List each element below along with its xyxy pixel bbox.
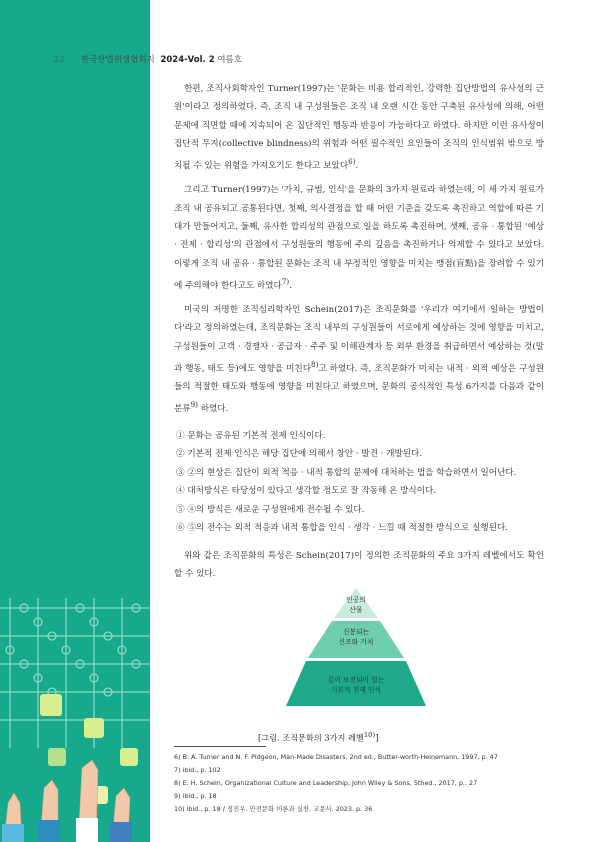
culture-levels-pyramid [286,588,426,706]
footnote-ref: 7) [281,276,290,286]
page-number: 22 [53,55,65,65]
list-item: ③ ②의 현상은 집단이 외적 적응 · 내적 통합의 문제에 대처하는 법을 학습하면서 일어난다. [176,467,517,478]
footnote-divider [174,746,266,747]
caption-text: [그림. 조직문화의 3가지 레벨 [258,732,364,743]
list-item: ④ 대처방식은 타당성이 있다고 생각할 정도로 잘 작동해 온 방식이다. [176,486,437,497]
label-line: 신조와 가치 [338,637,374,646]
label-line: 깊이 보전되어 있는 [327,676,385,684]
pyramid-label-mid [316,628,396,647]
footnotes [174,751,554,816]
puzzle-hands-illustration [0,598,150,842]
journal-season: 여름호 [217,55,242,65]
characteristics-list [174,427,544,537]
footnote-ref: 9) [190,400,198,410]
label-line: 신봉되는 [342,628,370,636]
footnote: 9) ibid., p. 18 [174,792,217,800]
footnote: 10) ibid., p. 18 / 정진우. 안전문화 이론과 실천. 교문사. 2023. p. 36 [174,805,373,813]
page-header [53,53,453,67]
paragraph: 그리고 Turner(1997)는 '가치, 규범, 인식'을 문화의 3가지 원료라 하였는데, 이 세 가지 원료가 조직 내 공유되고 공통된다면, 첫째, 의사결정을 할 때 어떤 기준을 갖도록 촉진하고 역할에 따른 기대가 만들어지고, 둘째, 유사한 합리성의 관점으로 일을 하도록 촉진하며, 셋째, 공유 · 통합된 '예상 · 전제 · 합리성'의 관점에서 구성원들의 행동에 주의 깊음을 촉진하거나 억제할 수 있다고 보았다. 이렇게 조직 내 공유 · 통합된 문화는 조직 내 부정적인 영향을 미치는 맹점(盲點)을 장려할 수 있기에 주의해야 한다고도 하였다$^{7)}$. [174,185,544,291]
figure-caption: [그림. 조직문화의 3가지 레벨$^{10)}$] [258,731,379,743]
footnote-ref: 6) [348,157,356,167]
paragraph-text: 하였다. [197,404,229,415]
list-item: ⑤ ④의 방식은 새로운 구성원에게 전수될 수 있다. [176,504,365,515]
paragraph-text: 한편, 조직사회학자인 Turner(1997)는 '문화는 비용 합리적인, 강력한 집단방법의 유사성의 근원'이라고 정의하였다. 즉, 조직 내 구성원들은 조직 내 오랜 시간 동안 구축된 유사성에 의해, 어떤 문제에 직면할 때에 지속되어 온 집단적인 행동과 반응이 가능하다고 하였다. 하지만 이런 유사성이 집단적 무지(collective blindness)의 위험과 어떤 필수적인 요인들이 조직의 인식범위 밖으로 방치될 수 있는 위험을 가져오기도 한다고 보았다 [174,84,544,172]
pyramid-label-bottom [306,676,406,695]
paragraph-text: 미국의 저명한 조직심리학자인 Schein(2017)은 조직문화를 '우리가 여기에서 일하는 방법이다'라고 정의하였는데, 조직문화는 조직 내부의 구성원들이 서로에게 예상하는 것에 영향을 미치고, 구성원들이 고객 · 경쟁자 · 공급자 · 주주 및 이해관계자 등 외부 환경을 취급하면서 예상하는 것(말과 행동, 태도 등)에도 영향을 미친다 [174,304,544,374]
label-line: 기본적 전제 인식 [330,685,382,694]
journal-volume: 2024-Vol. 2 [160,55,215,65]
paragraph [174,301,544,419]
list-item: ② 기본적 전제 인식은 해당 집단에 의해서 창안 · 발견 · 개발된다. [176,449,423,460]
footnote-ref: 8) [311,359,319,369]
pyramid-label-top [331,596,381,615]
footnote: 7) ibid., p. 102 [174,766,221,774]
paragraph: 한편, 조직사회학자인 Turner(1997)는 '문화는 비용 합리적인, 강력한 집단방법의 유사성의 근원'이라고 정의하였다. 즉, 조직 내 구성원들은 조직 내 오랜 시간 동안 구축된 유사성에 의해, 어떤 문제에 직면할 때에 지속되어 온 집단적인 행동과 반응이 가능하다고 하였다. 하지만 이런 유사성이 집단적 무지(collective blindness)의 위험과 어떤 필수적인 요인들이 조직의 인식범위 밖으로 방치될 수 있는 위험을 가져오기도 한다고 보았다$^{6)}$. [174,84,544,172]
list-item: ⑥ ⑤의 전수는 외적 적응과 내적 통합을 인식 · 생각 · 느낄 때 적절한 방식으로 실행된다. [176,522,509,533]
label-line: 산물 [349,605,363,614]
body-text [174,80,544,424]
footnote: 6) B. A. Turner and N. F. Pidgeon, Man-Made Disasters, 2nd ed., Butter-worth-Heinemann, 1997, p. 47 [174,753,498,761]
footnote-ref: 10) [363,731,376,739]
journal-name: 한국산업위생협회지 [80,55,155,65]
paragraph-text: 그리고 Turner(1997)는 '가치, 규범, 인식'을 문화의 3가지 원료라 하였는데, 이 세 가지 원료가 조직 내 공유되고 공통된다면, 첫째, 의사결정을 할 때 어떤 기준을 갖도록 촉진하고 역할에 따른 기대가 만들어지고, 둘째, 유사한 합리성의 관점으로 일을 하도록 촉진하며, 셋째, 공유 · 통합된 '예상 · 전제 · 합리성'의 관점에서 구성원들의 행동에 주의 깊음을 촉진하거나 억제할 수 있다고 보았다. 이렇게 조직 내 공유 · 통합된 문화는 조직 내 부정적인 영향을 미치는 맹점(盲點)을 장려할 수 있기에 주의해야 한다고도 하였다 [174,185,544,291]
label-line: 인공의 [346,596,366,604]
footnote: 8) E. H. Schein, Organizational Culture and Leadership, John Wiley & Sons, 5thed., 2017, p.. 27 [174,779,478,787]
list-item: ① 문화는 공유된 기본적 전제 인식이다. [176,431,326,441]
paragraph-text: 고 하였다. 즉, 조직문화가 미치는 내적 · 외적 예상은 구성원들의 적절한 태도와 행동에 영향을 미친다고 하였으며, 문화의 공식적인 특성 6가지를 다음과 같이 분류 [174,363,545,415]
summary-paragraph: 위와 같은 조직문화의 특성은 Schein(2017)이 정의한 조직문화의 주요 3가지 레벨에서도 확인할 수 있다. [174,551,544,579]
